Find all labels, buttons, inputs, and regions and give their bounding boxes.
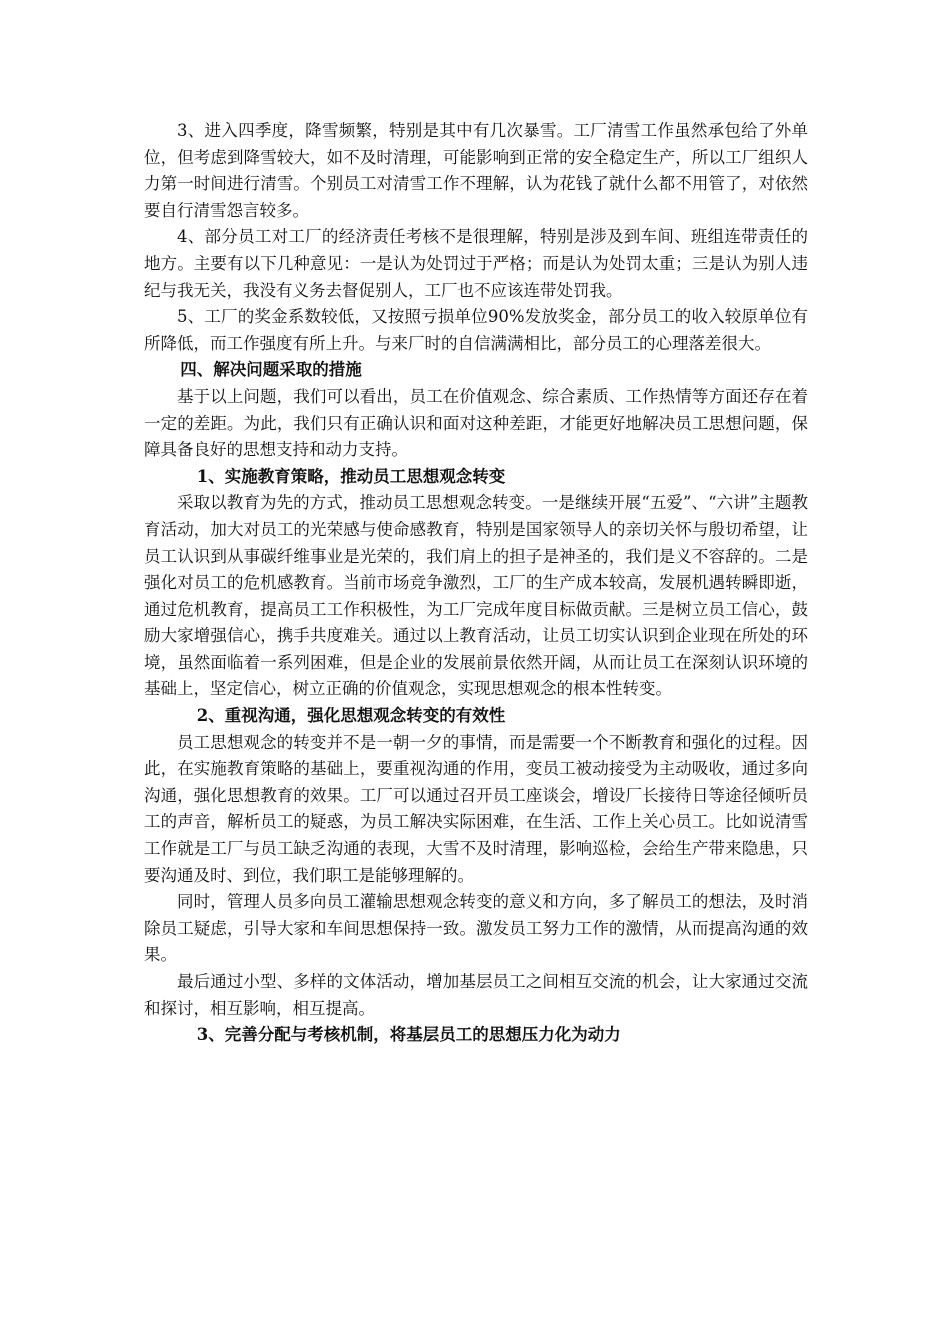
subheading-communication: 2、重视沟通，强化思想观念转变的有效性: [196, 706, 506, 726]
paragraph-communication: 员工思想观念的转变并不是一朝一夕的事情，而是需要一个不断教育和强化的过程。因此，在实施教育策略的基础上，要重视沟通的作用，变员工被动接受为主动吸收，通过多向沟通，强化思想教育的效果。工厂可以通过召开员工座谈会，增设厂长接待日等途径倾听员工的声音，解析员工的疑惑，为员工解决实际困难，在生活、工作上关心员工。比如说清雪工作就是工厂与员工缺乏沟通的表现，大雪不及时清理，影响巡检，会给生产带来隐患，只要沟通及时、到位，我们职工是能够理解的。: [144, 732, 808, 885]
paragraph-measures-intro: 基于以上问题，我们可以看出，员工在价值观念、综合素质、工作热情等方面还存在着一定的差距。为此，我们只有正确认识和面对这种差距，才能更好地解决员工思想问题，保障具备良好的思想支持和动力支持。: [144, 386, 808, 460]
paragraph-management-guidance: 同时，管理人员多向员工灌输思想观念转变的意义和方向，多了解员工的想法，及时消除员工疑虑，引导大家和车间思想保持一致。激发员工努力工作的激情，从而提高沟通的效果。: [144, 892, 808, 965]
document-page: [144, 118, 808, 1049]
paragraph-snow-clearing: 3、进入四季度，降雪频繁，特别是其中有几次暴雪。工厂清雪工作虽然承包给了外单位，但考虑到降雪较大，如不及时清理，可能影响到正常的安全稳定生产，所以工厂组织人力第一时间进行清雪。个别员工对清雪工作不理解，认为花钱了就什么都不用管了，对依然要自行清雪怨言较多。: [144, 121, 808, 220]
paragraph-economic-responsibility: 4、部分员工对工厂的经济责任考核不是很理解，特别是涉及到车间、班组连带责任的地方。主要有以下几种意见：一是认为处罚过于严格；而是认为处罚太重；三是认为别人违纪与我无关，我没有义务去督促别人，工厂也不应该连带处罚我。: [144, 227, 808, 300]
subheading-distribution-assessment: 3、完善分配与考核机制，将基层员工的思想压力化为动力: [196, 1025, 621, 1045]
paragraph-education-strategy: 采取以教育为先的方式，推动员工思想观念转变。一是继续开展“五爱”、“六讲”主题教育活动，加大对员工的光荣感与使命感教育，特别是国家领导人的亲切关怀与殷切希望，让员工认识到从事碳纤维事业是光荣的，我们肩上的担子是神圣的，我们是义不容辞的。二是强化对员工的危机感教育。当前市场竞争激烈，工厂的生产成本较高，发展机遇转瞬即逝，通过危机教育，提高员工工作积极性，为工厂完成年度目标做贡献。三是树立员工信心，鼓励大家增强信心，携手共度难关。通过以上教育活动，让员工切实认识到企业现在所处的环境，虽然面临着一系列困难，但是企业的发展前景依然开阔，从而让员工在深刻认识环境的基础上，坚定信心，树立正确的价值观念，实现思想观念的根本性转变。: [144, 493, 808, 699]
subheading-education-strategy: 1、实施教育策略，推动员工思想观念转变: [196, 466, 506, 486]
paragraph-cultural-activities: 最后通过小型、多样的文体活动，增加基层员工之间相互交流的机会，让大家通过交流和探讨，相互影响，相互提高。: [144, 972, 808, 1018]
section-heading-measures: 四、解决问题采取的措施: [180, 360, 362, 380]
paragraph-bonus-coefficient: 5、工厂的奖金系数较低，又按照亏损单位90%发放奖金，部分员工的收入较原单位有所降低，而工作强度有所上升。与来厂时的自信满满相比，部分员工的心理落差很大。: [144, 307, 808, 353]
